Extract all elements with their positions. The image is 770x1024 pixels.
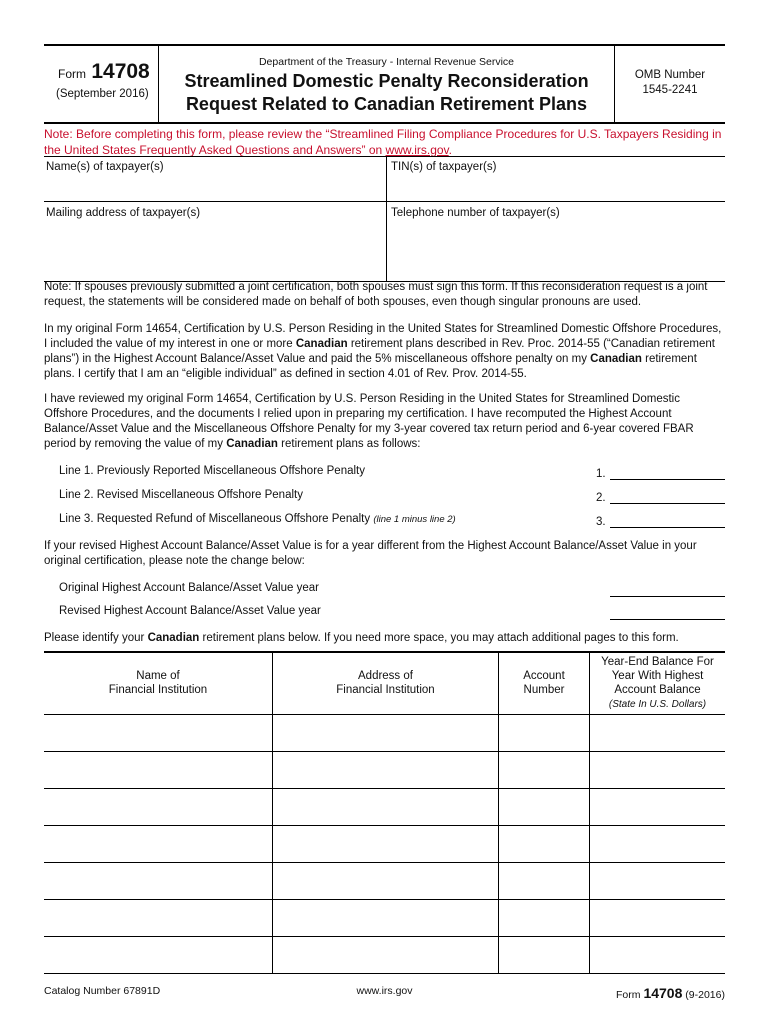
divider — [44, 201, 725, 202]
form-date: (September 2016) — [56, 88, 149, 100]
balance-cell[interactable] — [590, 863, 726, 900]
balance-cell[interactable] — [590, 826, 726, 863]
instructions-note: Note: Before completing this form, please review the “Streamlined Filing Compliance Procedures for U.S. Taxpayers Residing in the United States Frequently Asked Questions and Answers” on www.irs.gov. — [44, 127, 722, 157]
identify-plans-paragraph: Please identify your Canadian retirement plans below. If you need more space, you may attach additional pages to this form. — [44, 632, 679, 644]
balance-cell[interactable] — [590, 789, 726, 826]
account-cell[interactable] — [499, 937, 590, 974]
tin-field[interactable]: TIN(s) of taxpayer(s) — [391, 161, 497, 173]
certification-paragraph: In my original Form 14654, Certification by U.S. Person Residing in the United States for Streamlined Domestic Offshore Procedures, I included the value of my interest in one or more Canadian retirement plans described in Rev. Proc. 2014-55 (“Canadian retirement plans”) in the Highest Account Balance/Asset Value and paid the 5% miscellaneous offshore penalty on my Canadian retirement plans. I certify that I am an “eligible individual” as defined in section 4.01 of Rev. Prov. 2014-55. — [44, 323, 722, 380]
address-cell[interactable] — [273, 826, 499, 863]
address-field[interactable]: Mailing address of taxpayer(s) — [46, 207, 201, 219]
irs-link[interactable]: www.irs.gov — [385, 143, 449, 157]
table-row — [44, 863, 725, 900]
account-cell[interactable] — [499, 752, 590, 789]
table-row — [44, 900, 725, 937]
form-page — [44, 44, 725, 1004]
table-row — [44, 752, 725, 789]
line-3-number: 3. — [596, 516, 606, 528]
table-row — [44, 789, 725, 826]
column-header-name: Name of Financial Institution — [108, 670, 208, 696]
year-change-paragraph: If your revised Highest Account Balance/Asset Value is for a year different from the Highest Account Balance/Asset Value in your original certification, please note the change below: — [44, 540, 697, 567]
column-header-address: Address of Financial Institution — [273, 652, 499, 715]
table-row — [44, 826, 725, 863]
name-cell[interactable] — [44, 752, 273, 789]
account-cell[interactable] — [499, 789, 590, 826]
revised-year-input[interactable] — [610, 618, 725, 620]
name-cell[interactable] — [44, 863, 273, 900]
name-cell[interactable] — [44, 937, 273, 974]
line-2-input[interactable] — [610, 502, 725, 504]
phone-field[interactable]: Telephone number of taxpayer(s) — [391, 207, 560, 219]
original-year-input[interactable] — [610, 595, 725, 597]
catalog-number: Catalog Number 67891D — [44, 985, 161, 997]
address-cell[interactable] — [273, 789, 499, 826]
footer-website: www.irs.gov — [356, 985, 413, 997]
revised-year-label: Revised Highest Account Balance/Asset Value year — [59, 605, 321, 617]
footer-form-id: Form 14708 (9-2016) — [616, 985, 725, 1001]
balance-cell[interactable] — [590, 937, 726, 974]
line-1-label: Line 1. Previously Reported Miscellaneous Offshore Penalty — [59, 465, 365, 477]
form-title: Streamlined Domestic Penalty Reconsideration Request Related to Canadian Retirement Plans — [184, 71, 589, 114]
address-cell[interactable] — [273, 752, 499, 789]
line-1-number: 1. — [596, 468, 606, 480]
account-cell[interactable] — [499, 863, 590, 900]
original-year-label: Original Highest Account Balance/Asset Value year — [59, 582, 319, 594]
form-header — [44, 44, 725, 124]
account-cell[interactable] — [499, 715, 590, 752]
line-3-label: Line 3. Requested Refund of Miscellaneous Offshore Penalty (line 1 minus line 2) — [59, 513, 456, 525]
balance-cell[interactable] — [590, 715, 726, 752]
omb-label: OMB Number — [634, 69, 706, 81]
account-cell[interactable] — [499, 826, 590, 863]
balance-cell[interactable] — [590, 900, 726, 937]
address-cell[interactable] — [273, 715, 499, 752]
name-cell[interactable] — [44, 789, 273, 826]
column-header-account: Account Number — [499, 652, 590, 715]
recompute-paragraph: I have reviewed my original Form 14654, Certification by U.S. Person Residing in the United States for Streamlined Domestic Offshore Procedures, and the documents I relied upon in preparing my certification. I have recomputed the Highest Account Balance/Asset Value and the Miscellaneous Offshore Penalty for my 3-year covered tax return period and 6-year covered FBAR period by removing the value of my Canadian retirement plans as follows: — [44, 393, 694, 450]
name-cell[interactable] — [44, 900, 273, 937]
line-2-label: Line 2. Revised Miscellaneous Offshore Penalty — [59, 489, 303, 501]
address-cell[interactable] — [273, 937, 499, 974]
column-header-balance: Year-End Balance For Year With Highest Account Balance (State In U.S. Dollars) — [590, 652, 726, 715]
account-cell[interactable] — [499, 900, 590, 937]
names-field[interactable]: Name(s) of taxpayer(s) — [46, 161, 164, 173]
line-2-number: 2. — [596, 492, 606, 504]
form-number: Form 14708 — [58, 60, 150, 83]
omb-number: 1545-2241 — [642, 84, 698, 96]
balance-cell[interactable] — [590, 752, 726, 789]
table-row — [44, 715, 725, 752]
form-id-box — [44, 46, 159, 122]
retirement-plans-table — [44, 652, 725, 974]
divider — [386, 157, 387, 281]
name-cell[interactable] — [44, 715, 273, 752]
table-row — [44, 937, 725, 974]
line-1-input[interactable] — [610, 478, 725, 480]
department-name: Department of the Treasury - Internal Revenue Service — [258, 56, 515, 68]
address-cell[interactable] — [273, 900, 499, 937]
name-cell[interactable] — [44, 826, 273, 863]
omb-box — [614, 46, 725, 122]
address-cell[interactable] — [273, 863, 499, 900]
line-3-input[interactable] — [610, 526, 725, 528]
joint-note: Note: If spouses previously submitted a joint certification, both spouses must sign this form. If this reconsideration request is a joint request, the statements will be considered made on behalf of both spouses, even though singular pronouns are used. — [44, 281, 708, 308]
